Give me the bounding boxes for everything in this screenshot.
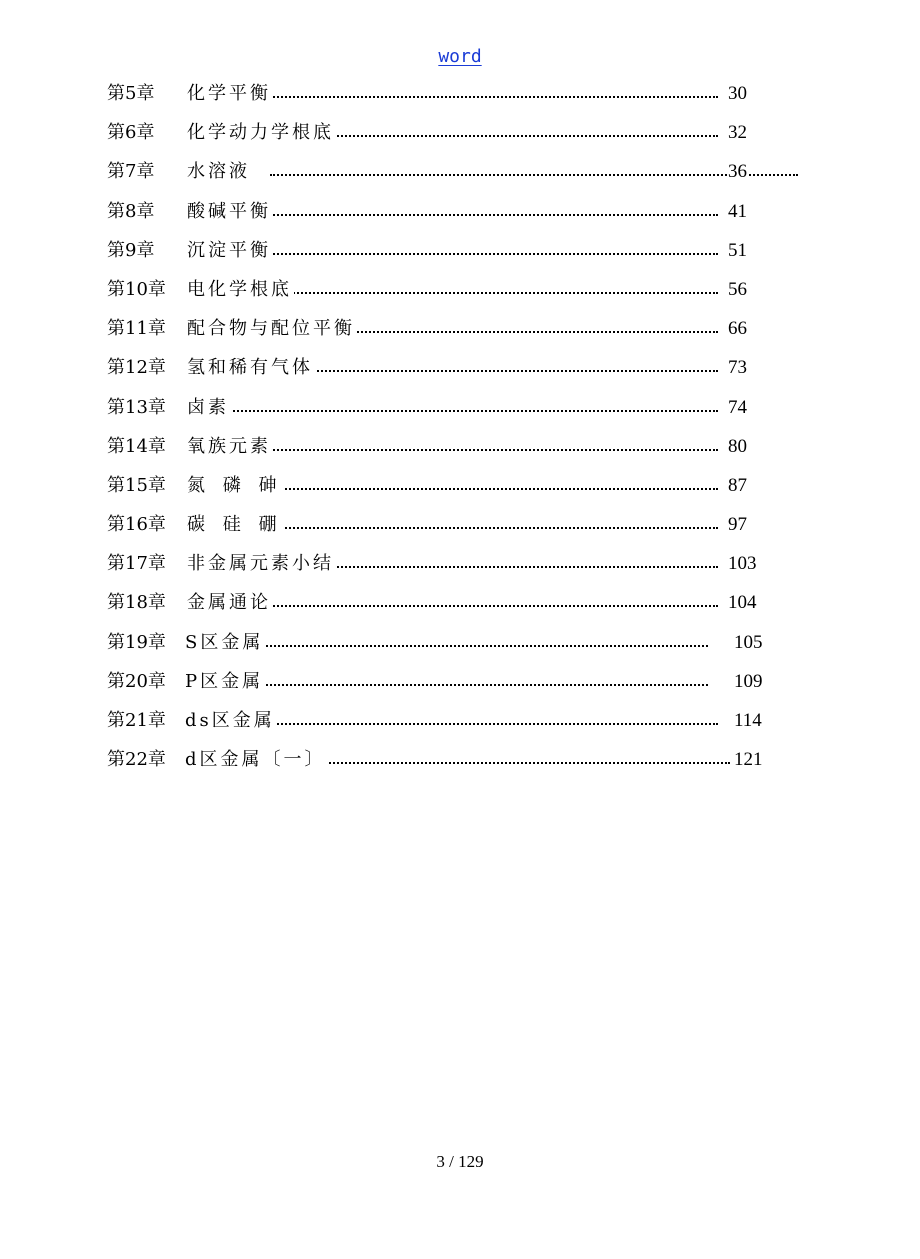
toc-page-number: 30 (728, 74, 747, 113)
toc-page-number: 56 (728, 270, 747, 309)
toc-row-ch10[interactable] (0, 270, 920, 309)
toc-row-ch22[interactable] (0, 740, 920, 779)
toc-chapter-title: 酸碱平衡 (187, 192, 273, 231)
toc-chapter-title: 化学平衡 (187, 74, 273, 113)
toc-chapter-title: 沉淀平衡 (187, 231, 273, 270)
toc-row-ch11[interactable] (0, 309, 920, 348)
toc-row-ch20[interactable] (0, 662, 920, 701)
toc-dot-leader (270, 170, 798, 176)
toc-chapter-title: 非金属元素小结 (187, 544, 336, 583)
toc-chapter-number: 第9章 (107, 239, 155, 261)
toc-page-number: 66 (728, 309, 747, 348)
table-of-contents (0, 74, 920, 779)
toc-page-number: 104 (728, 583, 757, 622)
toc-page-number: 121 (734, 740, 763, 779)
toc-chapter-number: 第10章 (107, 278, 166, 300)
toc-row-ch15[interactable] (0, 466, 920, 505)
toc-chapter-title: 金属通论 (187, 583, 273, 622)
toc-page-number: 114 (734, 701, 762, 740)
toc-page-number: 36 (728, 152, 747, 191)
toc-chapter-title: 氧族元素 (187, 427, 273, 466)
toc-chapter-number: 第7章 (107, 161, 155, 183)
toc-chapter-number: 第13章 (107, 396, 166, 418)
page-header (0, 46, 920, 67)
toc-page-number: 51 (728, 231, 747, 270)
toc-page-number: 80 (728, 427, 747, 466)
toc-chapter-number: 第6章 (107, 122, 155, 144)
toc-page-number: 73 (728, 348, 747, 387)
toc-row-ch9[interactable] (0, 231, 920, 270)
toc-page-number: 41 (728, 192, 747, 231)
toc-row-ch12[interactable] (0, 348, 920, 387)
toc-chapter-title: 氮 磷 砷 (187, 466, 284, 505)
toc-chapter-number: 第20章 (107, 670, 166, 692)
toc-chapter-title: d区金属〔一〕 (185, 740, 328, 779)
toc-page-number: 105 (734, 623, 763, 662)
toc-page-number: 87 (728, 466, 747, 505)
toc-row-ch13[interactable] (0, 388, 920, 427)
toc-chapter-number: 第18章 (107, 592, 166, 614)
toc-page-number: 97 (728, 505, 747, 544)
toc-chapter-title: 水溶液 (187, 152, 252, 191)
toc-row-ch7[interactable] (0, 152, 920, 191)
toc-chapter-number: 第16章 (107, 514, 166, 536)
toc-chapter-title: 电化学根底 (187, 270, 294, 309)
toc-chapter-title: 卤素 (187, 388, 231, 427)
toc-dot-leader (190, 406, 718, 412)
toc-chapter-title: 化学动力学根底 (187, 113, 336, 152)
toc-row-ch16[interactable] (0, 505, 920, 544)
header-link[interactable]: word (438, 46, 482, 67)
toc-row-ch14[interactable] (0, 427, 920, 466)
toc-chapter-number: 第5章 (107, 83, 155, 104)
toc-chapter-title: 配合物与配位平衡 (187, 309, 357, 348)
page-indicator: 3 / 129 (436, 1152, 484, 1171)
toc-page-number: 103 (728, 544, 757, 583)
toc-page-number: 109 (734, 662, 763, 701)
toc-chapter-number: 第15章 (107, 474, 166, 496)
toc-row-ch21[interactable] (0, 701, 920, 740)
toc-chapter-number: 第17章 (107, 553, 166, 575)
toc-row-ch18[interactable] (0, 583, 920, 622)
toc-chapter-title: ds区金属 (185, 701, 277, 740)
toc-row-ch6[interactable] (0, 113, 920, 152)
toc-chapter-title: S区金属 (185, 623, 265, 662)
toc-chapter-number: 第19章 (107, 631, 166, 653)
toc-page-number: 74 (728, 388, 747, 427)
toc-chapter-number: 第8章 (107, 200, 155, 222)
toc-chapter-number: 第11章 (107, 318, 166, 340)
toc-chapter-title: P区金属 (185, 662, 265, 701)
toc-row-ch8[interactable] (0, 192, 920, 231)
toc-chapter-number: 第22章 (107, 749, 166, 771)
toc-chapter-title: 氢和稀有气体 (187, 348, 315, 387)
toc-chapter-number: 第21章 (107, 710, 166, 731)
toc-chapter-number: 第14章 (107, 435, 166, 457)
page-footer (0, 1152, 920, 1172)
toc-page-number: 32 (728, 113, 747, 152)
toc-row-ch19[interactable] (0, 623, 920, 662)
toc-row-ch5[interactable] (0, 74, 920, 113)
toc-chapter-number: 第12章 (107, 357, 166, 379)
toc-chapter-title: 碳 硅 硼 (187, 505, 284, 544)
toc-row-ch17[interactable] (0, 544, 920, 583)
